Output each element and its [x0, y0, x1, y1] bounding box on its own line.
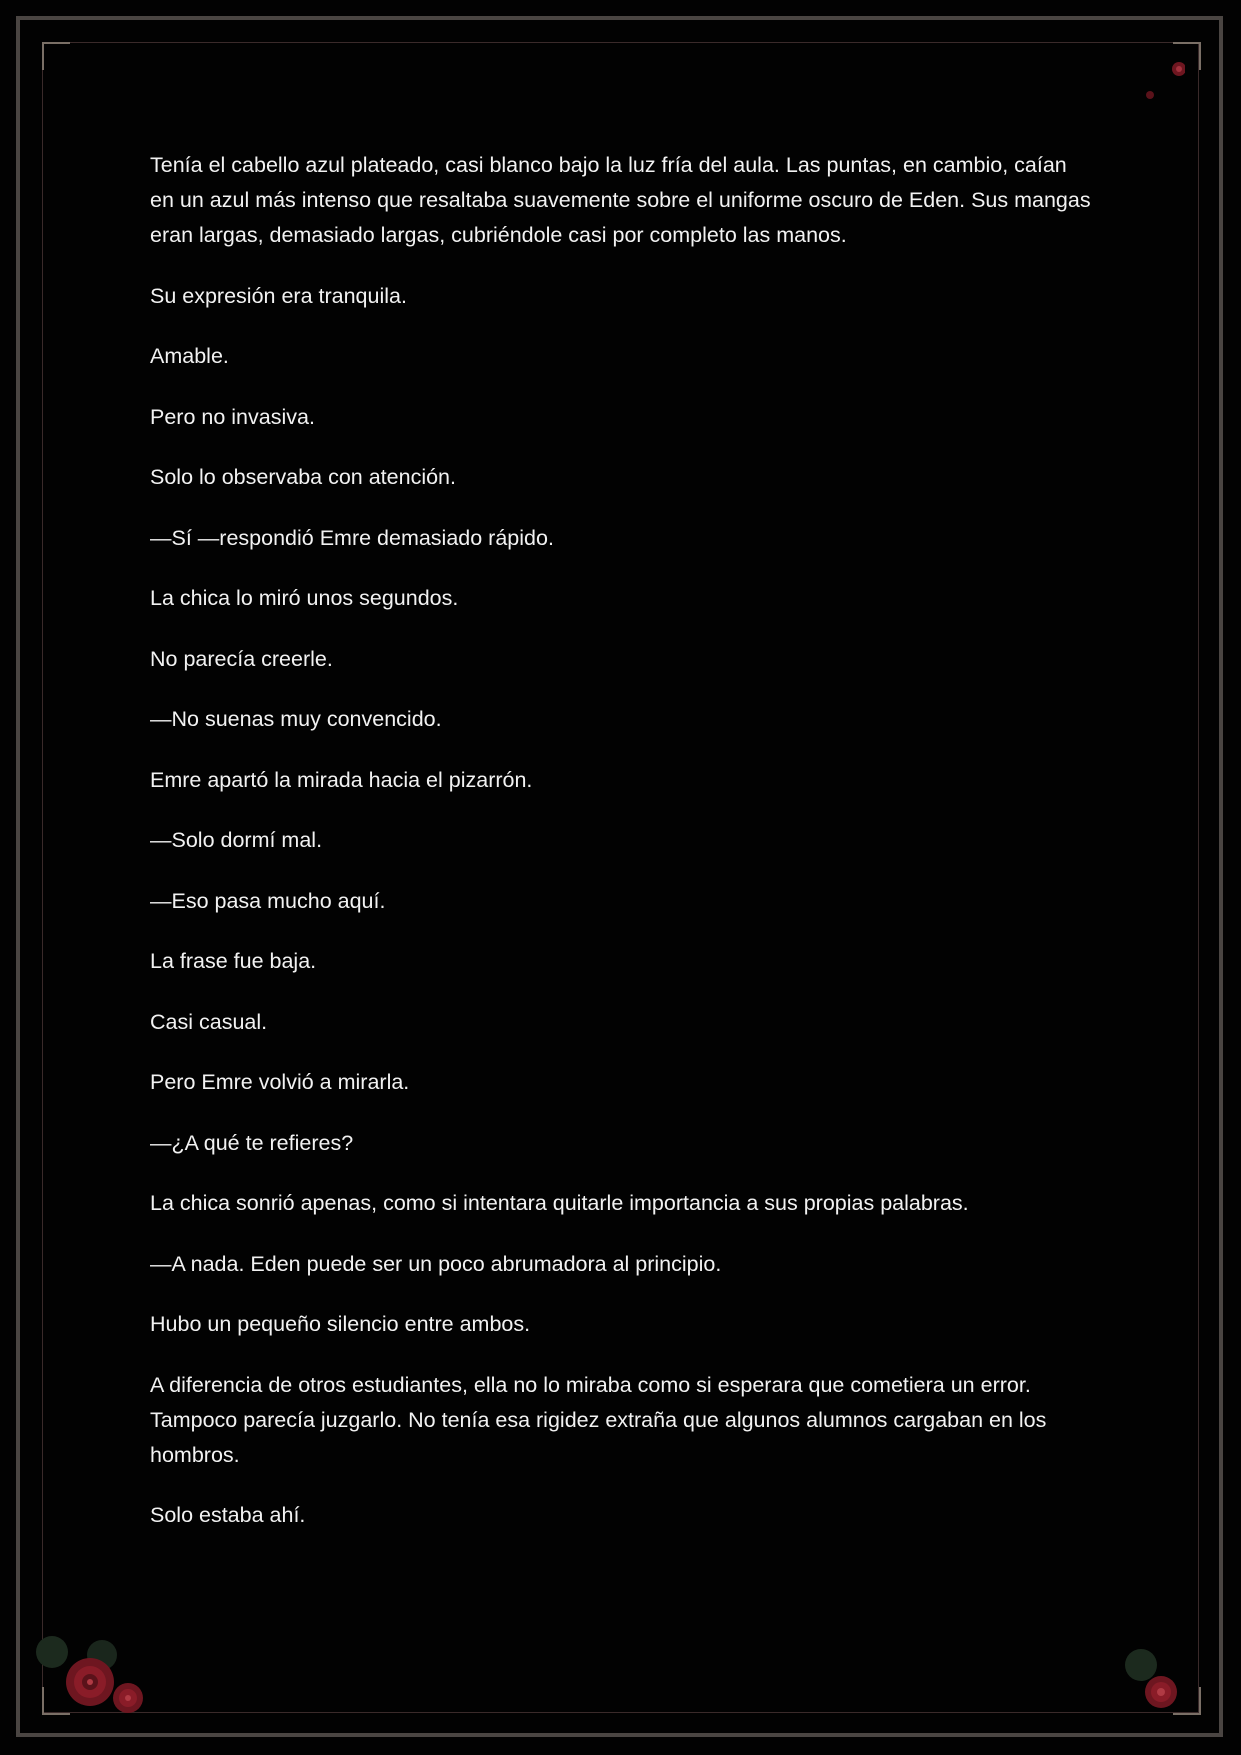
- paragraph: La chica sonrió apenas, como si intentara quitarle importancia a sus propias palabras.: [150, 1191, 969, 1215]
- paragraph: Solo estaba ahí.: [150, 1503, 306, 1527]
- paragraph: A diferencia de otros estudiantes, ella no lo miraba como si esperara que cometiera un error. Tampoco parecía juzgarlo. No tenía esa rigidez extraña que algunos alumnos cargaban en los hombros.: [150, 1372, 1047, 1467]
- paragraph: —Solo dormí mal.: [150, 828, 323, 852]
- paragraph: —A nada. Eden puede ser un poco abrumadora al principio.: [150, 1251, 722, 1276]
- paragraph: Pero Emre volvió a mirarla.: [150, 1070, 410, 1094]
- paragraph: Amable.: [150, 344, 229, 368]
- paragraph: Emre apartó la mirada hacia el pizarrón.: [150, 767, 533, 792]
- paragraph: Tenía el cabello azul plateado, casi blanco bajo la luz fría del aula. Las puntas, en cambio, caían en un azul más intenso que resaltaba suavemente sobre el uniforme oscuro de Eden. Sus mangas eran largas, demasiado largas, cubriéndole casi por completo las manos.: [150, 153, 1091, 247]
- paragraph: Hubo un pequeño silencio entre ambos.: [150, 1312, 531, 1336]
- paragraph: —Eso pasa mucho aquí.: [150, 888, 386, 913]
- paragraph: La chica lo miró unos segundos.: [150, 586, 459, 610]
- paragraph: La frase fue baja.: [150, 949, 317, 973]
- rose-accent-top-right: [1135, 55, 1185, 105]
- paragraph: No parecía creerle.: [150, 646, 333, 671]
- paragraph: Pero no invasiva.: [150, 404, 315, 429]
- rose-cluster-bottom-right: [1120, 1645, 1190, 1715]
- corner-ornament-top-left: [42, 42, 70, 70]
- rose-cluster-bottom-left: [30, 1630, 160, 1715]
- paragraph: Casi casual.: [150, 1009, 268, 1034]
- paragraph: Su expresión era tranquila.: [150, 283, 407, 308]
- paragraph: —¿A qué te refieres?: [150, 1130, 354, 1155]
- paragraph: Solo lo observaba con atención.: [150, 465, 456, 489]
- paragraph: —No suenas muy convencido.: [150, 707, 442, 731]
- paragraph: —Sí —respondió Emre demasiado rápido.: [150, 525, 554, 550]
- story-text: [150, 148, 1095, 1559]
